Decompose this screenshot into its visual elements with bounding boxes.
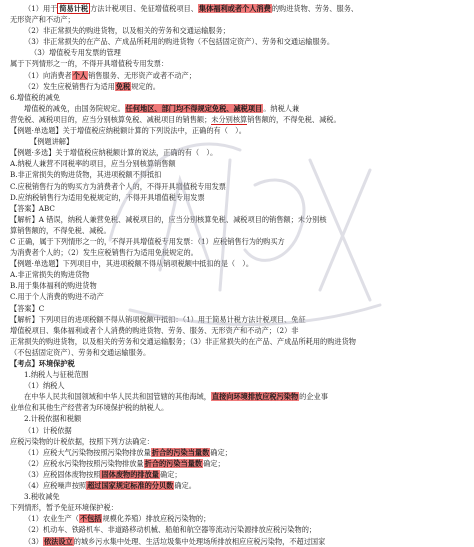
text-run: D.应纳税销售行为适用免税规定的，不得开具增值税专用发票 bbox=[10, 192, 205, 202]
text-run: 6.增值税的减免 bbox=[10, 92, 60, 102]
text-run: 确定。 bbox=[174, 481, 196, 491]
text-run: （3） bbox=[24, 536, 43, 546]
text-run: 在中华人民共和国领域和中华人民共和国管辖的其他海域， bbox=[24, 392, 211, 402]
text-run: （2）机动车、铁路机车、非道路移动机械、船舶和航空器等流动污染源排放应税污染物的； bbox=[24, 525, 317, 535]
text-run: 应税污染物的计税依据，按照下列方法确定： bbox=[10, 436, 154, 446]
highlighted-phrase: 集体福利或者个人消费 bbox=[198, 4, 271, 13]
text-run: 【例题·多选】关于增值税应纳税额计算的说法，正确的有（ ）。 bbox=[10, 148, 218, 158]
text-run: 规定的。 bbox=[131, 81, 160, 91]
text-run: （2）发生应税销售行为适用 bbox=[24, 81, 115, 91]
text-run: 业单位和其他生产经营者为环境保护税的纳税人。 bbox=[10, 403, 169, 413]
text-line bbox=[10, 491, 462, 502]
text-run: 【解析】A 错误，纳税人兼营免税、减税项目的，应当分别核算免税、减税项目的销售额；未分别核 bbox=[10, 214, 327, 224]
boxed-phrase: 简易计税 bbox=[59, 4, 89, 13]
text-line bbox=[10, 269, 462, 280]
highlighted-phrase: 固体废物的排放量 bbox=[101, 469, 159, 479]
highlighted-phrase: 依法设立 bbox=[43, 536, 73, 546]
text-run: 确定； bbox=[203, 458, 225, 468]
highlighted-phrase: 免税 bbox=[115, 81, 131, 91]
text-line bbox=[10, 291, 462, 302]
text-line bbox=[10, 58, 462, 69]
text-run: 属于下列情形之一的，不得开具增值税专用发票： bbox=[10, 59, 169, 69]
text-run: 【考点】环境保护税 bbox=[10, 359, 75, 368]
text-run: （1）农业生产（ bbox=[24, 514, 79, 524]
text-line bbox=[10, 3, 462, 14]
document-body bbox=[10, 3, 462, 547]
text-run: 销售服务、无形资产或者不动产； bbox=[88, 70, 196, 80]
text-line bbox=[10, 280, 462, 291]
text-run: （不包括固定资产）、劳务和交通运输服务。 bbox=[10, 347, 151, 357]
text-line bbox=[10, 358, 462, 369]
text-run: （3）非正常损失的在产品、产成品所耗用的购进货物（不包括固定资产）、劳务和交通运输服务。 bbox=[24, 37, 335, 47]
text-run: 营免税、减税项目的，应当分别核算免税、减税项目的销售额； bbox=[10, 114, 212, 124]
text-run: （1）向消费者 bbox=[24, 70, 72, 80]
highlighted-phrase: 个人 bbox=[72, 70, 88, 80]
text-line bbox=[10, 92, 462, 103]
text-run: 算销售额的，不得免税、减税。 bbox=[10, 225, 111, 235]
text-run: 增值税的减免，由国务院规定。 bbox=[24, 103, 125, 113]
text-run: A.纳税人兼营不同税率的项目，应当分别核算销售额 bbox=[10, 159, 176, 169]
text-line bbox=[10, 425, 462, 436]
text-run: 的城乡污水集中处理、生活垃圾集中处理场所排放相应应税污染物，不超过国家 bbox=[73, 536, 326, 546]
text-line bbox=[10, 469, 462, 480]
highlighted-phrase: 直接向环境排放应税污染物 bbox=[211, 392, 299, 402]
text-line bbox=[10, 47, 462, 58]
text-line bbox=[10, 70, 462, 81]
text-line bbox=[10, 36, 462, 47]
text-line bbox=[10, 513, 462, 524]
text-run: （2）非正常损失的购进货物，以及相关的劳务和交通运输服务； bbox=[24, 26, 230, 36]
text-run: 1.纳税人与征税范围 bbox=[24, 370, 89, 380]
text-line bbox=[10, 125, 462, 136]
text-line bbox=[10, 236, 462, 247]
text-run: 。纳税人兼 bbox=[263, 103, 300, 113]
text-line bbox=[10, 391, 462, 402]
text-line bbox=[10, 136, 462, 147]
highlighted-phrase: 折合的污染当量数 bbox=[151, 447, 210, 457]
text-run: 确定； bbox=[159, 469, 182, 479]
text-run: 正常损失的购进货物，以及相关的劳务和交通运输服务；（3）非正常损失的在产品、产成品所耗用的购进货物 bbox=[10, 336, 356, 346]
text-line bbox=[10, 225, 462, 236]
text-line bbox=[10, 402, 462, 413]
text-run: 【答案】C bbox=[10, 303, 45, 313]
text-line bbox=[10, 447, 462, 458]
text-line bbox=[10, 25, 462, 36]
text-line bbox=[10, 524, 462, 535]
text-run: 【例题讲解】 bbox=[30, 137, 74, 147]
text-run: C.用于个人消费的购进不动产 bbox=[10, 292, 104, 302]
text-run: （3）应税固体废物按照 bbox=[24, 469, 101, 479]
text-line bbox=[10, 380, 462, 391]
text-line bbox=[10, 336, 462, 347]
text-run: 2.计税依据和税额 bbox=[24, 414, 82, 424]
text-line bbox=[10, 369, 462, 380]
text-run: （1）纳税人 bbox=[24, 381, 65, 391]
text-run: B.非正常损失的购进货物，其进项税额不得抵扣 bbox=[10, 170, 162, 180]
text-run: 为消费者个人的；（2）发生应税销售行为适用免税规定的。 bbox=[10, 248, 198, 258]
text-run: 【答案】ABC bbox=[10, 203, 55, 213]
highlighted-phrase: 不包括 bbox=[79, 514, 102, 524]
text-line bbox=[10, 169, 462, 180]
highlighted-phrase: 折合的污染当量数 bbox=[144, 458, 203, 468]
text-run: 下列情形，暂予免征环境保护税： bbox=[10, 503, 118, 513]
text-run: （3）增值税专用发票的管理 bbox=[30, 48, 121, 58]
text-line bbox=[10, 436, 462, 447]
text-line bbox=[10, 81, 462, 92]
text-run: 【例题·单选题】下列项目中，其进项税额不得从销项税额中抵扣的是（ ）。 bbox=[10, 259, 254, 269]
text-line bbox=[10, 258, 462, 269]
text-run: 【例题·单选题】关于增值税应纳税额计算的下列说法中，正确的有（ ）。 bbox=[10, 126, 246, 136]
text-line bbox=[10, 203, 462, 214]
text-line bbox=[10, 158, 462, 169]
text-line bbox=[10, 536, 462, 547]
text-line bbox=[10, 502, 462, 513]
text-run: 的购进货物、劳务、服务、 bbox=[271, 4, 359, 13]
text-line bbox=[10, 214, 462, 225]
text-line bbox=[10, 314, 462, 325]
underlined-phrase: 未分别核算 bbox=[211, 114, 248, 124]
text-line bbox=[10, 347, 462, 358]
highlighted-phrase: 任何地区、部门均不得规定免税、减税项目 bbox=[125, 103, 263, 113]
text-run: 【解析】下列项目的进项税额不得从销项税额中抵扣：（1）用于简易计税方法计税项目、免征 bbox=[10, 314, 306, 324]
text-run: 无形资产和不动产； bbox=[10, 15, 75, 25]
text-run: A.非正常损失的购进货物 bbox=[10, 270, 90, 280]
text-run: C 正确，属于下列情形之一的，不得开具增值税专用发票：（1）应税销售行为的购买方 bbox=[10, 236, 285, 246]
text-line bbox=[10, 325, 462, 336]
text-line bbox=[10, 14, 462, 25]
text-run: （2）应税水污染物按照污染物排放量 bbox=[24, 458, 144, 468]
text-line bbox=[10, 480, 462, 491]
text-run: 确定； bbox=[210, 447, 232, 457]
text-run: 的企业事 bbox=[299, 392, 328, 402]
text-line bbox=[10, 413, 462, 424]
text-run: B.用于集体福利的购进货物 bbox=[10, 281, 97, 291]
text-line bbox=[10, 103, 462, 114]
text-run: （1）用于 bbox=[24, 4, 58, 13]
text-run: 规模化养殖）排放应税污染物的； bbox=[102, 514, 211, 524]
text-line bbox=[10, 181, 462, 192]
text-run: （1）计税依据 bbox=[24, 425, 72, 435]
text-line bbox=[10, 458, 462, 469]
text-line bbox=[10, 247, 462, 258]
text-run: 3.税收减免 bbox=[24, 492, 60, 502]
text-run: （4）应税噪声按照 bbox=[24, 481, 87, 491]
text-line bbox=[10, 147, 462, 158]
text-line bbox=[10, 303, 462, 314]
text-run: 方法计税项目、免征增值税项目、 bbox=[90, 4, 198, 13]
text-line bbox=[10, 192, 462, 203]
text-line bbox=[10, 114, 462, 125]
text-run: 增值税项目、集体福利或者个人消费的购进货物、劳务、服务、无形资产和不动产；（2）非 bbox=[10, 325, 299, 335]
highlighted-phrase: 超过国家规定标准的分贝数 bbox=[87, 481, 174, 491]
text-run: C.应税销售行为的购买方为消费者个人的，不得开具增值税专用发票 bbox=[10, 181, 226, 191]
text-run: 销售额的，不得免税、减税。 bbox=[247, 114, 341, 124]
text-run: （1）应税大气污染物按照污染物排放量 bbox=[24, 447, 151, 457]
